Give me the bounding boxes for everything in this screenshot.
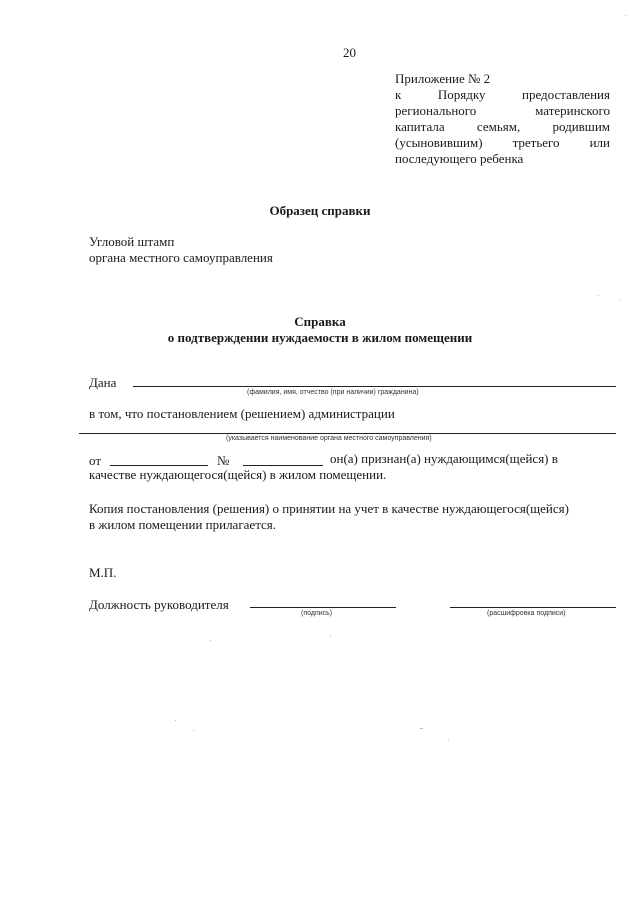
scan-speck (420, 728, 423, 729)
scan-speck (620, 300, 621, 301)
decoding-hint: (расшифровка подписи) (487, 610, 566, 617)
appendix-line-3: регионального материнского (395, 103, 610, 118)
scan-speck (598, 295, 599, 296)
scan-speck (193, 730, 194, 731)
signature-hint: (подпись) (301, 610, 333, 617)
appendix-line-6: последующего ребенка (395, 151, 524, 166)
scan-speck (448, 740, 449, 741)
scan-speck (210, 640, 211, 641)
scan-speck (330, 635, 331, 636)
recognized-text: он(а) признан(а) нуждающимся(щейся) в (330, 451, 558, 466)
from-label: от (89, 453, 102, 468)
scan-speck (625, 15, 626, 16)
position-label: Должность руководителя (89, 597, 229, 612)
copy-text-1: Копия постановления (решения) о принятии на учет в качестве нуждающегося(щейся) (89, 501, 569, 516)
appendix-line-4: капитала семьям, родившим (395, 119, 610, 134)
decoding-line[interactable] (450, 607, 616, 608)
recognized-text-2: качестве нуждающегося(щейся) в жилом помещении. (89, 467, 387, 482)
appendix-line-1: Приложение № 2 (395, 71, 491, 86)
copy-text-2: в жилом помещении прилагается. (89, 517, 277, 532)
resolution-text: в том, что постановлением (решением) администрации (89, 406, 395, 421)
appendix-block (395, 71, 610, 167)
given-name-line[interactable] (133, 386, 616, 387)
appendix-line-2: к Порядку предоставления (395, 87, 610, 102)
sample-title: Образец справки (269, 203, 371, 218)
stamp-line-2: органа местного самоуправления (89, 250, 273, 265)
appendix-line-5: (усыновившим) третьего или (395, 135, 610, 150)
seal-label: М.П. (89, 565, 117, 580)
given-label: Дана (89, 375, 117, 390)
authority-line[interactable] (79, 433, 616, 434)
stamp-line-1: Угловой штамп (89, 234, 175, 249)
number-label: № (217, 453, 230, 468)
page-number: 20 (343, 45, 356, 60)
scan-speck (175, 720, 176, 721)
certificate-title: Справка (294, 314, 346, 329)
signature-line[interactable] (250, 607, 396, 608)
certificate-subtitle: о подтверждении нуждаемости в жилом помещении (167, 330, 473, 345)
authority-hint: (указывается наименование органа местного самоуправления) (226, 435, 432, 442)
given-hint: (фамилия, имя, отчество (при наличии) гражданина) (247, 389, 419, 396)
